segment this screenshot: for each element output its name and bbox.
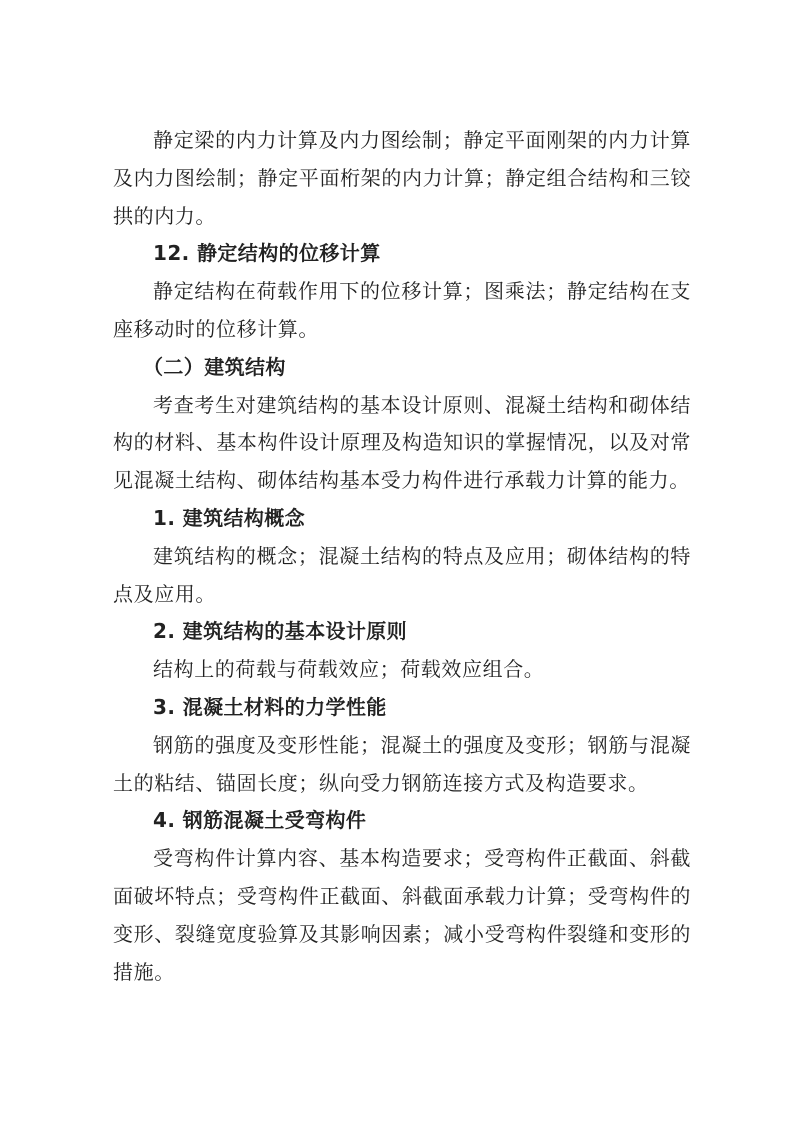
document-content (113, 122, 691, 991)
heading-displacement-calculation: 12. 静定结构的位移计算 (153, 241, 381, 266)
paragraph-displacement-calculation: 静定结构在荷载作用下的位移计算；图乘法；静定结构在支座移动时的位移计算。 (113, 279, 691, 341)
section-title-building-structures: （二）建筑结构 (143, 354, 286, 379)
paragraph-statically-determinate-internal-forces: 静定梁的内力计算及内力图绘制；静定平面刚架的内力计算及内力图绘制；静定平面桁架的内力计算；静定组合结构和三铰拱的内力。 (113, 128, 691, 228)
paragraph-building-structure-concept: 建筑结构的概念；混凝土结构的特点及应用；砌体结构的特点及应用。 (113, 543, 691, 606)
heading-building-structure-concept: 1. 建筑结构概念 (153, 505, 306, 530)
paragraph-flexural-members: 受弯构件计算内容、基本构造要求；受弯构件正截面、斜截面破坏特点；受弯构件正截面、斜截面承载力计算；受弯构件的变形、裂缝宽度验算及其影响因素；减小受弯构件裂缝和变形的措施。 (113, 846, 691, 984)
heading-concrete-mechanical-properties: 3. 混凝土材料的力学性能 (153, 694, 387, 719)
paragraph-building-structures-overview: 考查考生对建筑结构的基本设计原则、混凝土结构和砌体结构的材料、基本构件设计原理及构造知识的掌握情况，以及对常见混凝土结构、砌体结构基本受力构件进行承载力计算的能力。 (113, 392, 691, 493)
paragraph-basic-design-principles: 结构上的荷载与荷载效应；荷载效应组合。 (153, 657, 545, 682)
heading-flexural-members: 4. 钢筋混凝土受弯构件 (153, 808, 367, 833)
paragraph-concrete-mechanical-properties: 钢筋的强度及变形性能；混凝土的强度及变形；钢筋与混凝土的粘结、锚固长度；纵向受力钢筋连接方式及构造要求。 (113, 732, 691, 795)
heading-basic-design-principles: 2. 建筑结构的基本设计原则 (153, 619, 408, 644)
